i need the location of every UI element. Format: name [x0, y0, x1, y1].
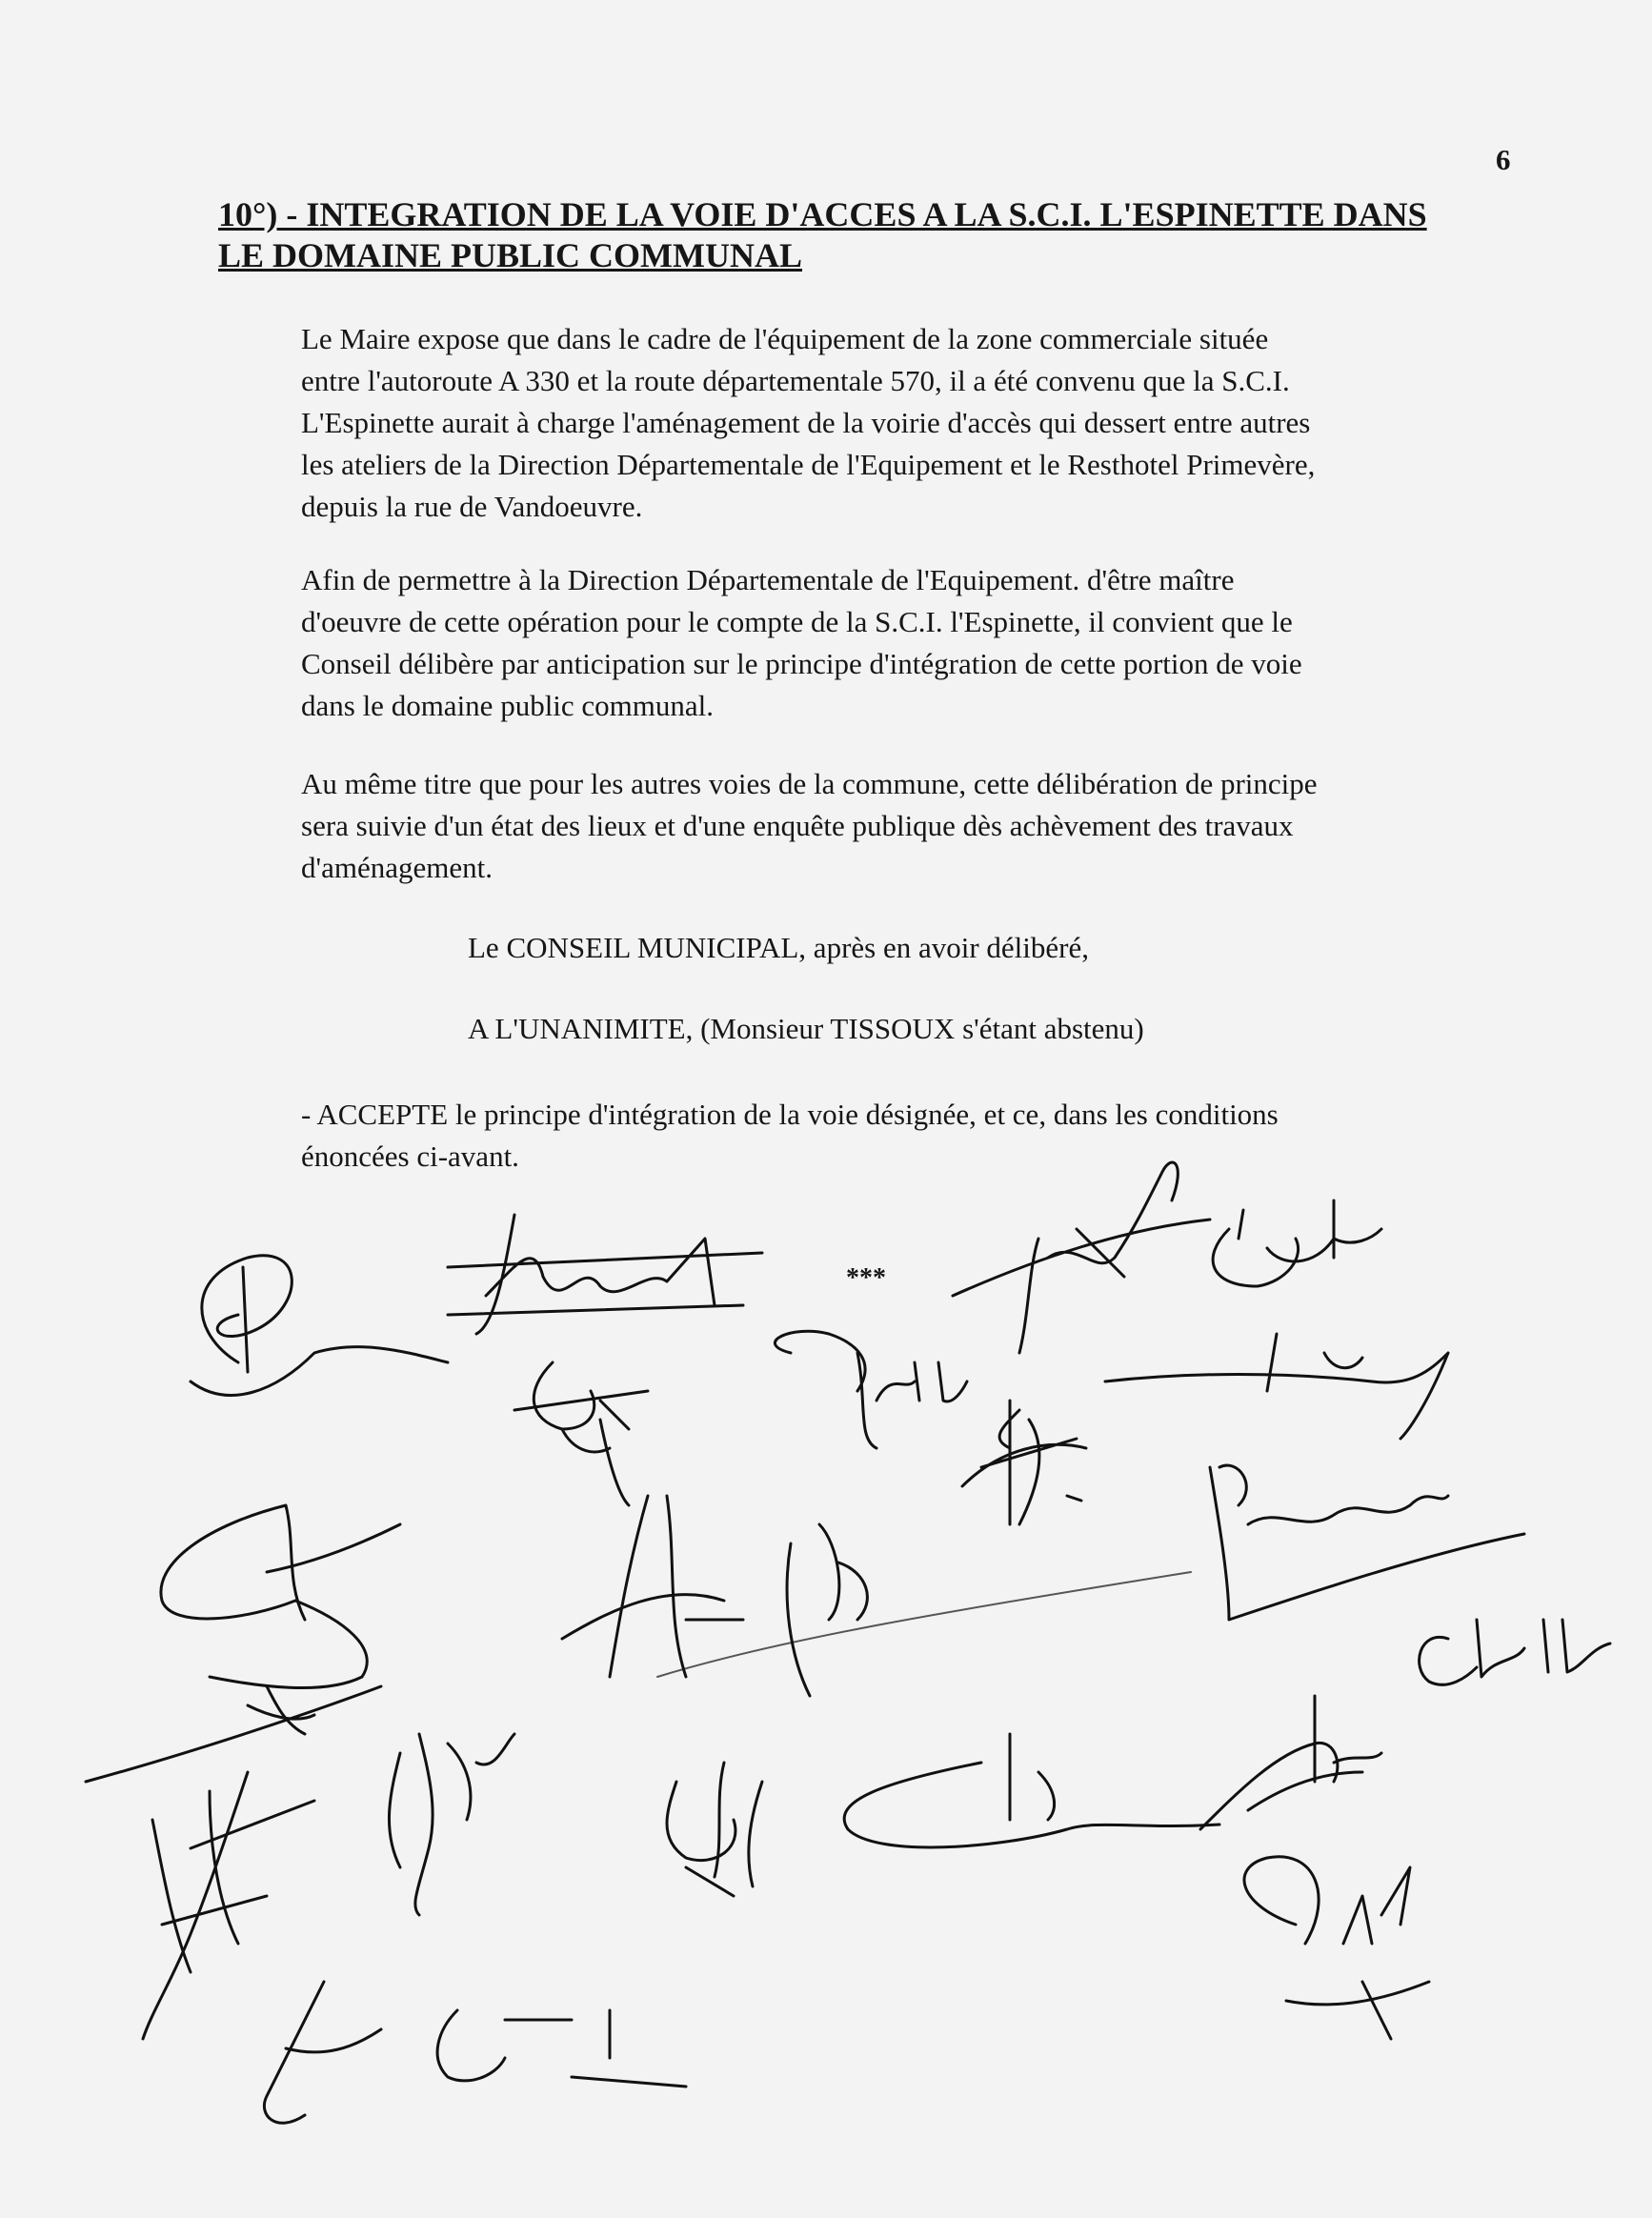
- decision-line: - ACCEPTE le principe d'intégration de la voie désignée, et ce, dans les conditions: [301, 1098, 1279, 1131]
- decision-line: énoncées ci-avant.: [301, 1139, 519, 1173]
- page-number: 6: [1496, 143, 1511, 176]
- signature: [448, 1215, 762, 1334]
- signature: [667, 1763, 762, 1896]
- signature: [1213, 1200, 1381, 1286]
- signature: [389, 1734, 514, 1915]
- signature: [962, 1401, 1086, 1524]
- section-title-line: 10°) - INTEGRATION DE LA VOIE D'ACCES A LA S.C.I. L'ESPINETTE DANS: [218, 195, 1427, 233]
- signature: [1244, 1857, 1429, 2039]
- signature: [86, 1686, 381, 1782]
- text-line: L'Espinette aurait à charge l'aménagement de la voirie d'accès qui dessert entre autres: [301, 406, 1311, 439]
- signature: [264, 1982, 686, 2123]
- signature: [161, 1505, 400, 1688]
- text-line: les ateliers de la Direction Départementale de l'Equipement et le Resthotel Primevère,: [301, 448, 1316, 481]
- paragraph-purpose: [301, 559, 1521, 727]
- signatures-block: [0, 1143, 1652, 2218]
- text-line: Conseil délibère par anticipation sur le principe d'intégration de cette portion de voie: [301, 647, 1302, 680]
- text-line: dans le domaine public communal.: [301, 689, 715, 722]
- council-deliberation: Le CONSEIL MUNICIPAL, après en avoir délibéré,: [468, 931, 1089, 964]
- signature: [191, 1256, 448, 1396]
- signature: [1105, 1334, 1448, 1439]
- paragraph-procedure: [301, 763, 1521, 889]
- signature: [562, 1496, 867, 1696]
- section-title: [218, 194, 1485, 276]
- section-title-line: LE DOMAINE PUBLIC COMMUNAL: [218, 236, 803, 274]
- signature: [775, 1331, 967, 1448]
- signature: [514, 1362, 648, 1505]
- text-line: d'aménagement.: [301, 851, 493, 884]
- signature: [143, 1772, 314, 2039]
- signature: [953, 1162, 1210, 1353]
- text-line: d'oeuvre de cette opération pour le compte de la S.C.I. l'Espinette, il convient que le: [301, 605, 1293, 638]
- text-line: Au même titre que pour les autres voies de la commune, cette délibération de principe: [301, 767, 1318, 800]
- text-line: depuis la rue de Vandoeuvre.: [301, 490, 643, 523]
- signature: [1210, 1465, 1524, 1620]
- separator-stars: ***: [846, 1263, 886, 1293]
- text-line: sera suivie d'un état des lieux et d'une enquête publique dès achèvement des travaux: [301, 809, 1294, 842]
- text-line: Afin de permettre à la Direction Départementale de l'Equipement. d'être maître: [301, 563, 1235, 596]
- paragraph-exposition: [301, 318, 1521, 528]
- text-line: Le Maire expose que dans le cadre de l'équipement de la zone commerciale située: [301, 322, 1269, 355]
- signature: [657, 1572, 1191, 1677]
- council-vote: A L'UNANIMITE, (Monsieur TISSOUX s'étant abstenu): [468, 1012, 1144, 1045]
- signature: [844, 1734, 1219, 1847]
- signature: [1200, 1696, 1381, 1829]
- signature: [1420, 1620, 1610, 1684]
- text-line: entre l'autoroute A 330 et la route départementale 570, il a été convenu que la S.C.I.: [301, 364, 1290, 397]
